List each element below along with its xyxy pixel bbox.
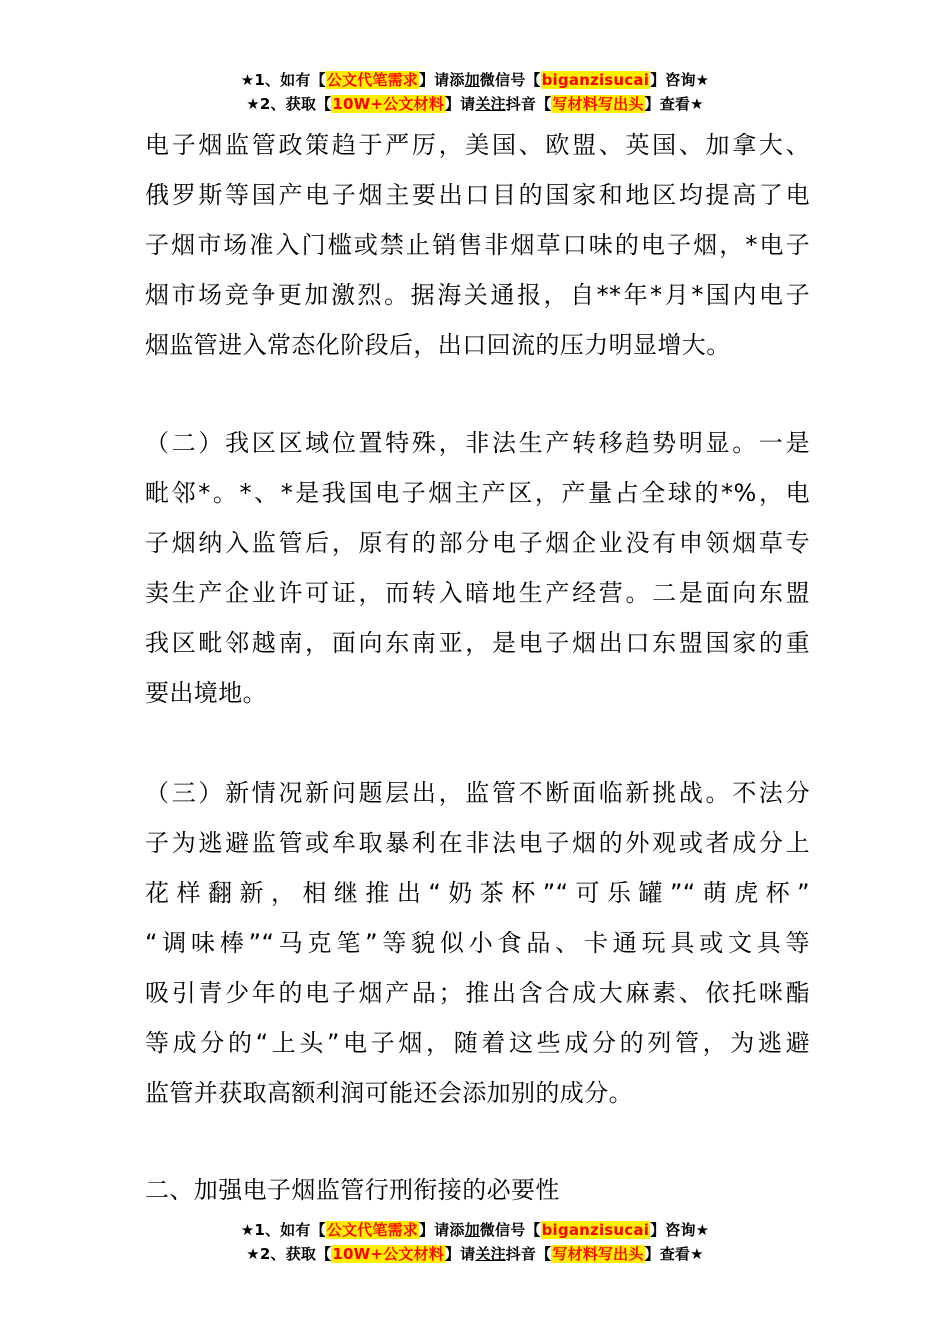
text-line: 等成分的“上头”电子烟，随着这些成分的列管，为逃避 bbox=[145, 1029, 810, 1057]
text-line: 毗邻*。*、*是我国电子烟主产区，产量占全球的*%，电 bbox=[145, 479, 810, 507]
banner-highlight: 写材料写出头 bbox=[552, 1245, 644, 1263]
banner-highlight: 公文代笔需求 bbox=[326, 1221, 418, 1239]
banner-text: 】查看★ bbox=[644, 1245, 704, 1263]
banner-line-2 bbox=[0, 1242, 950, 1266]
banner-highlight: biganzisucai bbox=[541, 71, 650, 89]
banner-line-1 bbox=[0, 68, 950, 92]
text-line: 子烟市场准入门槛或禁止销售非烟草口味的电子烟，*电子 bbox=[145, 231, 810, 259]
banner-text: ★1、如有【 bbox=[240, 71, 326, 89]
text-line: 烟监管进入常态化阶段后，出口回流的压力明显增大。 bbox=[145, 331, 731, 359]
banner-text: ★1、如有【 bbox=[240, 1221, 326, 1239]
banner-highlight: 写材料写出头 bbox=[552, 95, 644, 113]
text-line: 电子烟监管政策趋于严厉，美国、欧盟、英国、加拿大、 bbox=[145, 131, 810, 159]
banner-underlined-text: 关注 bbox=[475, 1245, 506, 1263]
paragraph bbox=[145, 120, 810, 370]
text-line: 卖生产企业许可证，而转入暗地生产经营。二是面向东盟 bbox=[145, 579, 810, 607]
banner-highlight: 10W+公文材料 bbox=[332, 1245, 444, 1263]
banner-text: 】查看★ bbox=[644, 95, 704, 113]
banner-text: 抖音【 bbox=[505, 1245, 552, 1263]
banner-text: ★2、获取【 bbox=[246, 95, 332, 113]
banner-highlight: biganzisucai bbox=[541, 1221, 650, 1239]
text-line: （二）我区区域位置特殊，非法生产转移趋势明显。一是 bbox=[145, 429, 810, 457]
text-line: 监管并获取高额利润可能还会添加别的成分。 bbox=[145, 1079, 633, 1107]
banner-text: 】咨询★ bbox=[650, 1221, 710, 1239]
banner-text: 】请 bbox=[444, 1245, 476, 1263]
text-line: 二、加强电子烟监管行刑衔接的必要性 bbox=[145, 1176, 560, 1204]
text-line: 吸引青少年的电子烟产品；推出含合成大麻素、依托咪酯 bbox=[145, 979, 810, 1007]
banner-text: ★2、获取【 bbox=[246, 1245, 332, 1263]
paragraph bbox=[145, 418, 810, 718]
banner-highlight: 公文代笔需求 bbox=[326, 71, 418, 89]
paragraph bbox=[145, 768, 810, 1118]
banner-text: 抖音【 bbox=[505, 95, 552, 113]
banner-text: 微信号【 bbox=[479, 71, 541, 89]
banner-text: 】请添 bbox=[418, 71, 465, 89]
text-line: 烟市场竞争更加激烈。据海关通报，自**年*月*国内电子 bbox=[145, 281, 810, 309]
text-line: “调味棒”“马克笔”等貌似小食品、卡通玩具或文具等 bbox=[145, 929, 810, 957]
banner-text: 】请 bbox=[444, 95, 476, 113]
banner-highlight: 10W+公文材料 bbox=[332, 95, 444, 113]
text-line: 俄罗斯等国产电子烟主要出口目的国家和地区均提高了电 bbox=[145, 181, 810, 209]
top-banner bbox=[0, 68, 950, 116]
text-line: 我区毗邻越南，面向东南亚，是电子烟出口东盟国家的重 bbox=[145, 629, 810, 657]
banner-text: 】咨询★ bbox=[650, 71, 710, 89]
text-line: 子烟纳入监管后，原有的部分电子烟企业没有申领烟草专 bbox=[145, 529, 810, 557]
banner-text: 】请添 bbox=[418, 1221, 465, 1239]
text-line: 子为逃避监管或牟取暴利在非法电子烟的外观或者成分上 bbox=[145, 829, 810, 857]
banner-underlined-text: 加 bbox=[464, 71, 480, 89]
banner-line-2 bbox=[0, 92, 950, 116]
section-heading bbox=[145, 1165, 810, 1215]
banner-underlined-text: 关注 bbox=[475, 95, 506, 113]
text-line: （三）新情况新问题层出，监管不断面临新挑战。不法分 bbox=[145, 779, 810, 807]
banner-underlined-text: 加 bbox=[464, 1221, 480, 1239]
bottom-banner bbox=[0, 1218, 950, 1266]
text-line: 要出境地。 bbox=[145, 679, 267, 707]
banner-text: 微信号【 bbox=[479, 1221, 541, 1239]
text-line: 花样翻新，相继推出“奶茶杯”“可乐罐”“萌虎杯” bbox=[145, 879, 810, 907]
banner-line-1 bbox=[0, 1218, 950, 1242]
